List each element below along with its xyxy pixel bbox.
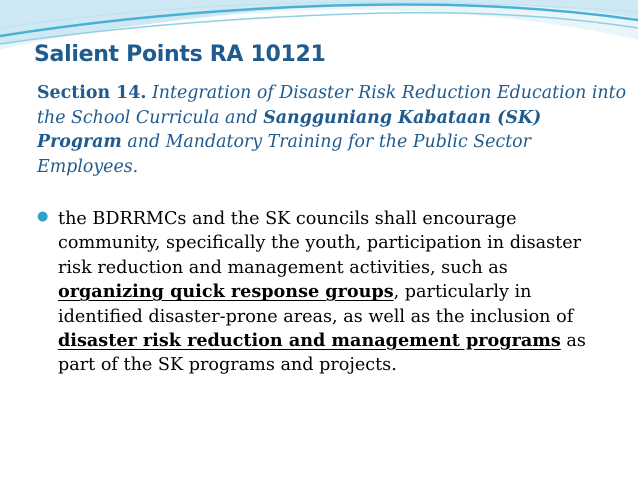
section-heading-part1: Integration of Disaster Risk Reduction Education into the School Curricula and [37,83,627,128]
bullet-text-part3: as part of the SK programs and projects. [58,331,586,376]
slide-title: Salient Points RA 10121 [34,42,326,67]
header-wave-decoration [0,0,638,80]
section-heading-bold: Sangguniang Kabataan (SK) Program [37,107,542,152]
section-label: Section 14. [37,83,147,103]
bullet-paragraph [58,207,618,378]
bullet-text-part2: , particularly in identified disaster-prone areas, as well as the inclusion of [58,282,574,327]
bullet-text-part1: the BDRRMCs and the SK councils shall encourage community, specifically the youth, participation in disaster risk reduction and management activities, such as [58,209,582,278]
underlined-phrase-quick-response: organizing quick response groups [58,281,394,303]
section-heading-part2: and Mandatory Training for the Public Sector Employees. [37,132,531,177]
section-heading [37,81,627,179]
round-bullet-icon: ● [37,209,49,224]
underlined-phrase-drrm-programs: disaster risk reduction and management programs [58,330,561,352]
